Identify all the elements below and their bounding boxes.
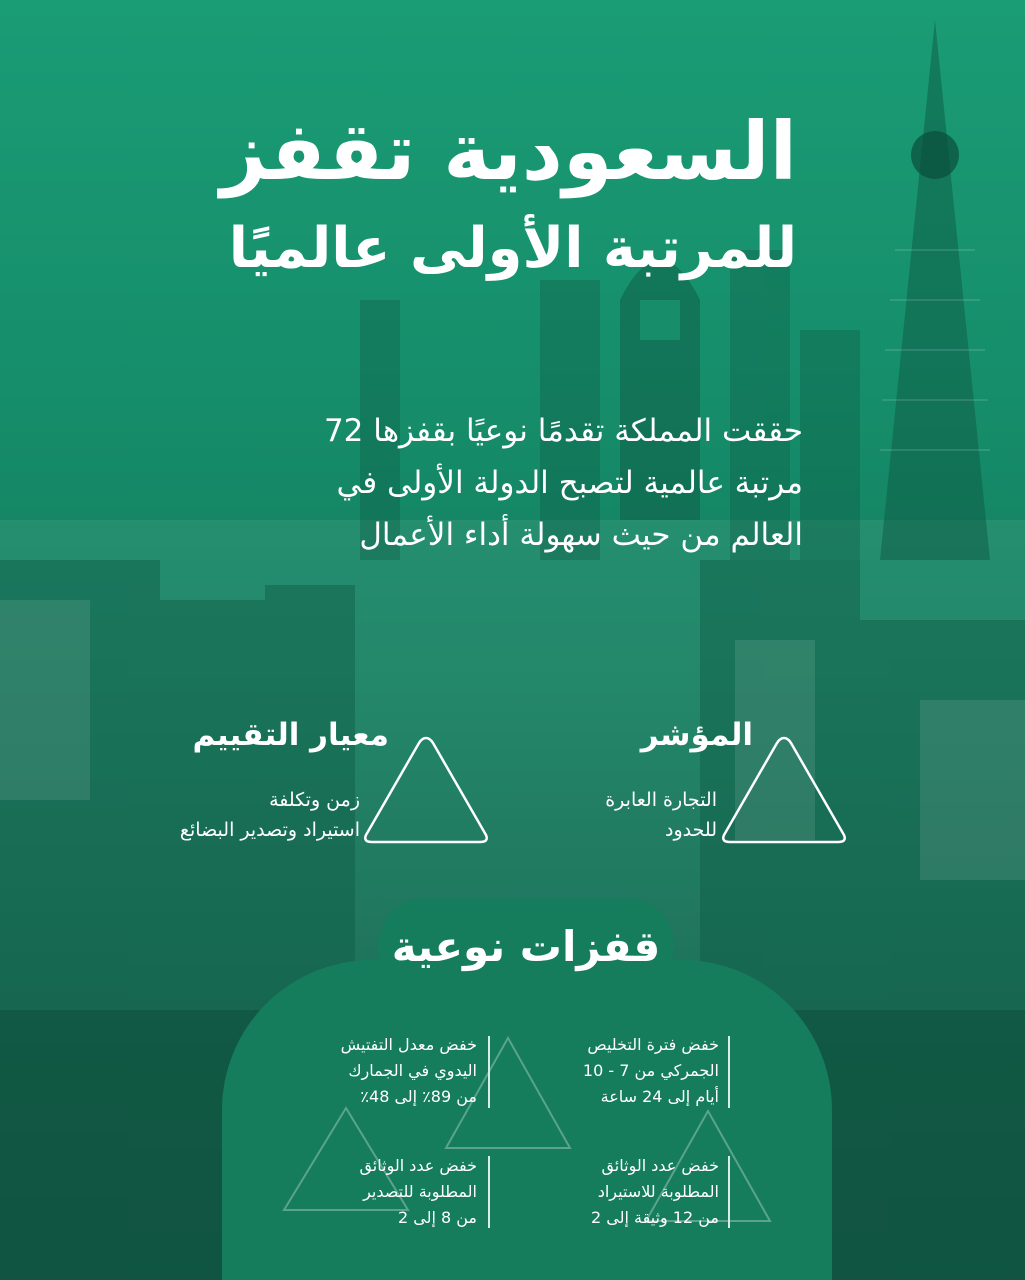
intro-paragraph: حققت المملكة تقدمًا نوعيًا بقفزها 72 مرتبة عالمية لتصبح الدولة الأولى في العالم من حيث سهولة أداء الأعمال (323, 413, 803, 553)
leap-item-line: المطلوبة للاستيراد (597, 1182, 719, 1201)
leap-item-line: خفض عدد الوثائق (359, 1156, 477, 1175)
leap-item-line: من 8 إلى 2 (397, 1208, 477, 1227)
divider-line (728, 1036, 730, 1108)
leap-item-line: خفض عدد الوثائق (601, 1156, 719, 1175)
leap-item-line: الجمركي من 7 - 10 (582, 1061, 719, 1080)
divider-line (488, 1036, 490, 1108)
main-title: السعودية تقفز (220, 105, 797, 198)
leap-item-line: المطلوبة للتصدير (363, 1182, 477, 1201)
indicator-line-2: للحدود (665, 819, 717, 841)
leap-item-line: أيام إلى 24 ساعة (600, 1087, 719, 1106)
divider-line (728, 1156, 730, 1228)
leap-item-line: خفض فترة التخليص (587, 1035, 719, 1054)
leap-item-line: من 89٪ إلى 48٪ (360, 1087, 477, 1106)
leap-item-line: اليدوي في الجمارك (348, 1061, 477, 1080)
leaps-title: قفزات نوعية (391, 921, 661, 971)
criterion-heading: معيار التقييم (192, 717, 389, 753)
indicator-line-1: التجارة العابرة (605, 789, 717, 811)
leaps-title-badge (378, 897, 674, 995)
divider-line (488, 1156, 490, 1228)
main-subtitle: للمرتبة الأولى عالميًا (228, 216, 797, 281)
criterion-line-2: استيراد وتصدير البضائع (179, 819, 360, 841)
leap-item-line: من 12 وثيقة إلى 2 (591, 1208, 719, 1227)
criterion-line-1: زمن وتكلفة (269, 789, 360, 811)
leap-item-line: خفض معدل التفتيش (340, 1035, 477, 1054)
indicator-heading: المؤشر (640, 717, 753, 753)
